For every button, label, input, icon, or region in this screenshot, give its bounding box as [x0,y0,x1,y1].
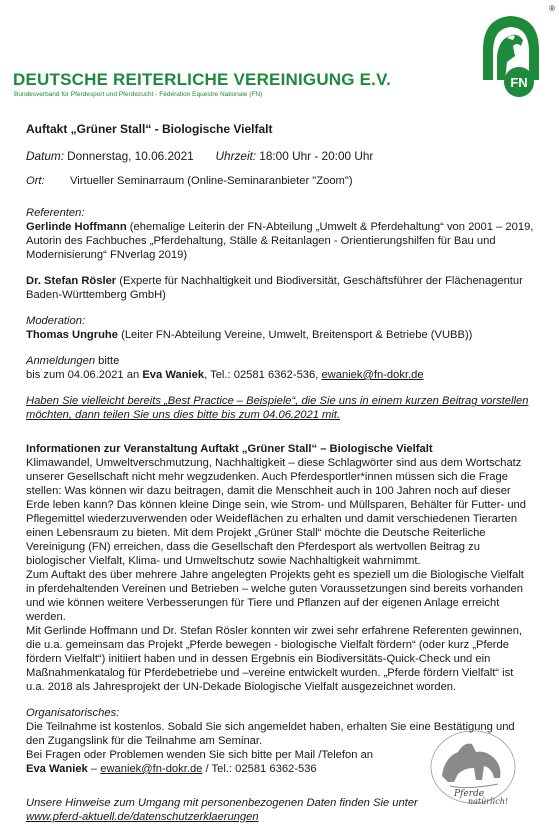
organisation-email-link[interactable]: ewaniek@fn-dokr.de [100,763,203,775]
info-p2-line: fördern Vielfalt“) initiiert haben und in dessen Ergebnis ein Biodiversitäts-Quick-Check und ein [26,653,491,665]
info-p1-line: Vereinigung (FN) erreichen, dass die Gesellschaft den Pferdesport als wertvollen Beitrag zu [26,541,480,553]
registration-rest: bitte [95,355,120,367]
pferde-natuerlich-stamp [428,728,518,806]
speaker-2-desc: (Experte für Nachhaltigkeit und Biodiversität, Geschäftsführer der Flächenagentur [116,275,523,287]
info-heading: Informationen zur Veranstaltung Auftakt „Grüner Stall“ – Biologische Vielfalt [26,443,433,455]
logo-text: FN [510,75,528,90]
info-p1-line: unserer Gesellschaft nicht mehr wegzudenken. Auch Pferdesportler*innen müssen sich die Frage [26,471,508,483]
organisation-line-1: Die Teilnahme ist kostenlos. Sobald Sie sich angemeldet haben, erhalten Sie eine Bestätigung und [26,721,515,733]
info-paragraph-2 [26,624,546,694]
place-value: Virtueller Seminarraum (Online-Seminaranbieter "Zoom") [70,175,353,187]
registration-deadline: bis zum 04.06.2021 an [26,369,143,381]
organisation-line-3: Bei Fragen oder Problemen wenden Sie sich bitte per Mail /Telefon an [26,749,374,761]
info-p2-line: u.a. 2018 als Jahresprojekt der UN-Dekade Biologische Vielfalt ausgezeichnet worden. [26,681,457,693]
info-p1-line: Klimawandel, Umweltverschmutzung, Nachhaltigkeit – diese Schlagwörter sind aus dem Wortschatz [26,457,522,469]
speaker-2-name: Dr. Stefan Rösler [26,275,117,287]
privacy-line-1: Unsere Hinweise zum Umgang mit personenbezogenen Daten finden Sie unter [26,797,418,809]
organisation-contact-name: Eva Waniek [26,763,88,775]
organisation-dash: – [87,763,101,775]
registered-mark: ® [549,4,555,13]
registration-email-link[interactable]: ewaniek@fn-dokr.de [321,369,424,381]
info-p1-line: biologischer Vielfalt, Klima- und Umweltschutz sowie Nachhaltigkeit wahrnimmt. [26,555,421,567]
stamp-line-1: Pferde [454,789,485,799]
fn-horse-logo [477,10,545,100]
info-p1-line: einen Lebensraum zu bieten. Mit dem Projekt „Grüner Stall“ möchte die Deutsche Reiterliche [26,527,486,539]
event-date-time [26,149,546,164]
info-p1-line: Pflegemittel wiederzuverwenden oder Weideflächen zu erhalten und damit verschiedenen Tierarten [26,513,518,525]
organization-subtitle: Bundesverband für Pferdesport und Pferdezucht - Fédération Equestre Nationale (FN) [14,91,263,98]
moderator [26,328,546,342]
info-p2-line: die u.a. gemeinsam das Projekt „Pferde bewegen - biologische Vielfalt fördern“ (oder kurz „Pferde [26,639,509,651]
stamp-line-2: natürlich! [468,797,509,806]
organization-name: DEUTSCHE REITERLICHE VEREINIGUNG E.V. [13,70,391,89]
place-label: Ort: [26,175,45,187]
speakers-heading: Referenten: [26,207,85,219]
organisation-heading: Organisatorisches: [26,707,120,719]
event-title: Auftakt „Grüner Stall“ - Biologische Vielfalt [26,122,273,136]
speaker-1 [26,220,546,234]
speaker-1-desc: (ehemalige Leiterin der FN-Abteilung „Umwelt & Pferdehaltung“ von 2001 – 2019, [126,221,534,233]
organisation-phone: / Tel.: 02581 6362-536 [202,763,317,775]
best-practice-line-2: möchten, dann teilen Sie uns dies bitte bis zum 04.06.2021 mit. [26,409,341,421]
speaker-1-desc-2: Autorin des Fachbuches „Pferdehaltung, Ställe & Reitanlagen - Orientierungshilfen für Bau und [26,235,496,247]
registration-contact-name: Eva Waniek [142,369,205,381]
privacy-link[interactable]: www.pferd-aktuell.de/datenschutzerklaerungen [26,811,259,823]
speaker-1-name: Gerlinde Hoffmann [26,221,127,233]
registration-line-1 [26,354,546,368]
best-practice-line-1: Haben Sie vielleicht bereits „Best Practice – Beispiele“, die Sie uns in einem kurzen Beitrag vorstellen [26,395,529,407]
registration-word: Anmeldungen [26,355,96,367]
time-label: Uhrzeit: [215,149,257,163]
speaker-2 [26,274,546,288]
moderator-desc: (Leiter FN-Abteilung Vereine, Umwelt, Breitensport & Betriebe (VUBB)) [118,329,473,341]
info-p2-line: Maßnahmenkatalog für Pferdebetriebe und –vereine entwickelt wurden. „Pferde fördern Vielfalt“ ist [26,667,514,679]
moderation-heading: Moderation: [26,315,86,327]
info-paragraph-1 [26,456,546,624]
time-value: 18:00 Uhr - 20:00 Uhr [259,149,374,163]
event-location [26,174,546,188]
registration-line-2 [26,368,546,382]
info-p1-line: Zum Auftakt des über mehrere Jahre angelegten Projekts geht es speziell um die Biologische Vielfalt [26,569,524,581]
document-body [26,122,546,824]
date-label: Datum: [26,149,65,163]
info-p1-line: und wie können weitere Verbesserungen für Tiere und Pflanzen auf der eigenen Anlage erreicht [26,597,500,609]
info-p1-line: stellen: Was können wir dazu beitragen, damit die Menschheit auch in 100 Jahren noch auf dieser [26,485,511,497]
speaker-1-desc-3: Modernisierung“ FNverlag 2019) [26,249,188,261]
info-p1-line: Erde leben kann? Das können kleine Dinge sein, wie Strom- und Müllsparen, Behälter für Futter- und [26,499,526,511]
info-p1-line: werden. [26,611,66,623]
info-p1-line: in pferdehaltenden Vereinen und Betrieben – welche guten Voraussetzungen sind bereits vorhanden [26,583,523,595]
speaker-2-desc-2: Baden-Württemberg GmbH) [26,289,166,301]
moderator-name: Thomas Ungruhe [26,329,118,341]
registration-phone: , Tel.: 02581 6362-536, [204,369,322,381]
date-value: Donnerstag, 10.06.2021 [67,149,194,163]
info-p2-line: Mit Gerlinde Hoffmann und Dr. Stefan Rösler konnten wir zwei sehr erfahrene Referenten gewinnen, [26,625,523,637]
organisation-line-2: den Zugangslink für die Teilnahme am Seminar. [26,735,263,747]
